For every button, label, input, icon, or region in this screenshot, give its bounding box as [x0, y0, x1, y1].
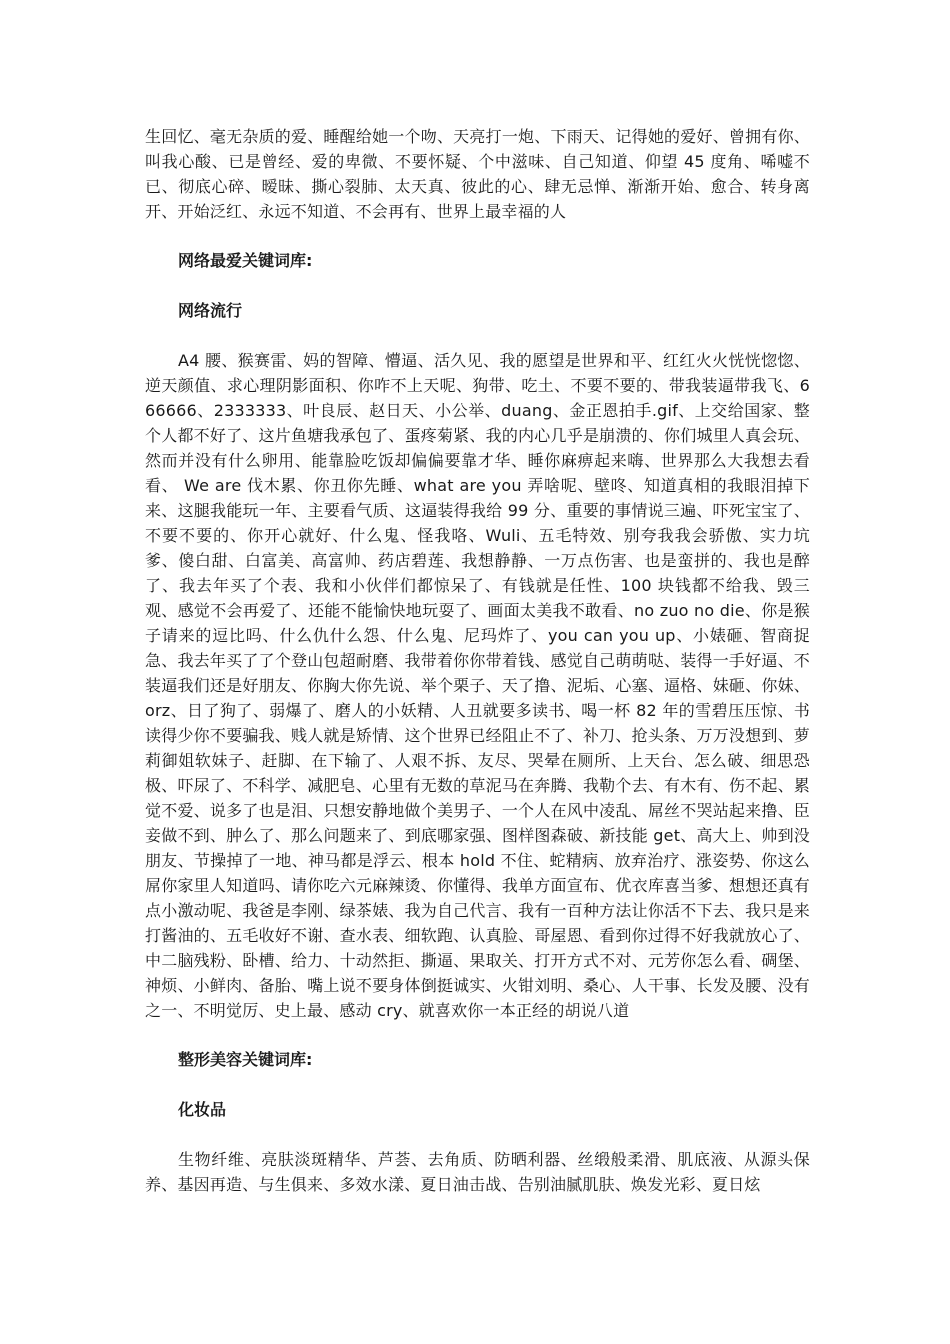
network-keywords-heading: 网络最爱关键词库:: [178, 251, 313, 270]
cosmetics-subheading: 化妆品: [178, 1100, 227, 1119]
network-keywords-paragraph: A4 腰、猴赛雷、妈的智障、懵逼、活久见、我的愿望是世界和平、红红火火恍恍惚惚、逆天颜值、求心理阴影面积、你咋不上天呢、狗带、吃土、不要不要的、带我装逼带我飞、666666、2333333、叶良辰、赵日天、小公举、duang、金正恩拍手.gif、上交给国家、整个人都不好了、这片鱼塘我承包了、蛋疼菊紧、我的内心几乎是崩溃的、你们城里人真会玩、然而并没有什么卵用、能靠脸吃饭却偏偏要靠才华、睡你麻痹起来嗨、世界那么大我想去看看、 We are 伐木累、你丑你先睡、what are you 弄啥呢、壁咚、知道真相的我眼泪掉下来、这腿我能玩一年、主要看气质、这逼装得我给 99 分、重要的事情说三遍、吓死宝宝了、不要不要的、你开心就好、什么鬼、怪我咯、Wuli、五毛特效、别夸我我会骄傲、实力坑爹、傻白甜、白富美、高富帅、药店碧莲、我想静静、一万点伤害、也是蛮拼的、我也是醉了、我去年买了个表、我和小伙伴们都惊呆了、有钱就是任性、100 块钱都不给我、毁三观、感觉不会再爱了、还能不能愉快地玩耍了、画面太美我不敢看、no zuo no die、你是猴子请来的逗比吗、什么仇什么怨、什么鬼、尼玛炸了、you can you up、小婊砸、智商捉急、我去年买了了个登山包超耐磨、我带着你你带着钱、感觉自己萌萌哒、装得一手好逼、不装逼我们还是好朋友、你胸大你先说、举个栗子、天了撸、泥垢、心塞、逼格、妹砸、你妹、orz、日了狗了、弱爆了、磨人的小妖精、人丑就要多读书、喝一杯 82 年的雪碧压压惊、书读得少你不要骗我、贱人就是矫情、这个世界已经阻止不了、补刀、抢头条、万万没想到、萝莉御姐软妹子、赶脚、在下输了、人艰不拆、友尽、哭晕在厕所、上天台、怎么破、细思恐极、吓尿了、不科学、减肥皂、心里有无数的草泥马在奔腾、我勒个去、有木有、伤不起、累觉不爱、说多了也是泪、只想安静地做个美男子、一个人在风中凌乱、屌丝不哭站起来撸、臣妾做不到、肿么了、那么问题来了、到底哪家强、图样图森破、新技能 get、高大上、帅到没朋友、节操掉了一地、神马都是浮云、根本 hold 不住、蛇精病、放弃治疗、涨姿势、你这么屌你家里人知道吗、请你吃六元麻辣烫、你懂得、我单方面宣布、优衣库喜当爹、想想还真有点小激动呢、我爸是李刚、绿茶婊、我为自己代言、我有一百种方法让你活不下去、我只是来打酱油的、五毛收好不谢、查水表、细软跑、认真脸、哥屋恩、看到你过得不好我就放心了、中二脑残粉、卧槽、给力、十动然拒、撕逼、果取关、打开方式不对、元芳你怎么看、碉堡、神烦、小鲜肉、备胎、嘴上说不要身体倒挺诚实、火钳刘明、桑心、人干事、长发及腰、没有之一、不明觉厉、史上最、感动 cry、就喜欢你一本正经的胡说八道: [145, 351, 810, 1020]
spacer: [145, 1023, 810, 1047]
spacer: [145, 1072, 810, 1097]
intro-paragraph: 生回忆、毫无杂质的爱、睡醒给她一个吻、天亮打一炮、下雨天、记得她的爱好、曾拥有你、叫我心酸、已是曾经、爱的卑微、不要怀疑、个中滋味、自己知道、仰望 45 度角、唏嘘不已、彻底心碎、暧昧、撕心裂肺、太天真、彼此的心、肆无忌惮、渐渐开始、愈合、转身离开、开始泛红、永远不知道、不会再有、世界上最幸福的人: [145, 127, 810, 221]
document-page: [145, 124, 810, 1197]
spacer: [145, 273, 810, 298]
spacer: [145, 224, 810, 248]
spacer: [145, 1122, 810, 1147]
cosmetics-keywords-paragraph: 生物纤维、亮肤淡斑精华、芦荟、去角质、防晒利器、丝缎般柔滑、肌底液、从源头保养、基因再造、与生俱来、多效水漾、夏日油击战、告别油腻肌肤、焕发光彩、夏日炫: [145, 1150, 810, 1194]
cosmetic-keywords-heading: 整形美容关键词库:: [178, 1050, 313, 1069]
spacer: [145, 323, 810, 348]
network-popular-subheading: 网络流行: [178, 301, 243, 320]
